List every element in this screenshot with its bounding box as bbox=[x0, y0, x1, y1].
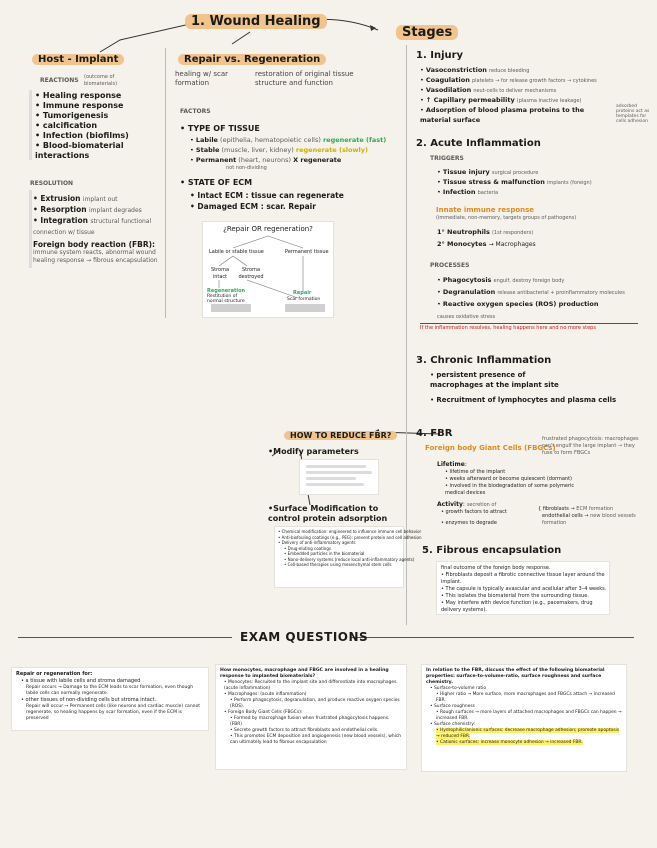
processes-label: PROCESSES bbox=[430, 262, 470, 269]
innate-title: Innate immune response bbox=[436, 206, 535, 214]
list-item: • Integration structural functional connection w/ tissue bbox=[33, 216, 152, 236]
list-item: • Vasodilation neut-cells to deliver mechanisms bbox=[420, 86, 557, 94]
list-item: • Blood-biomaterial interactions bbox=[35, 141, 124, 160]
repair-definition: healing w/ scar formation bbox=[175, 70, 228, 87]
list-item: • Degranulation release antibacterial + proinflammatory molecules bbox=[437, 288, 625, 296]
list-item: 2° Monocytes → Macrophages bbox=[437, 240, 536, 248]
list-item: • involved in the biodegradation of some polymeric medical devices bbox=[445, 483, 575, 496]
list-item: • Delivery of anti-inflammatory agents bbox=[278, 540, 356, 545]
list-item: • Coagulation platelets → for release growth factors → cytokines bbox=[420, 76, 597, 84]
lifetime-block: Lifetime: • lifetime of the implant • weeks afterward or become quiescent (dormant) • involved in the biodegradation of some polymeric medical devices bbox=[437, 461, 575, 496]
list-item: • Reactive oxygen species (ROS) production causes oxidative stress bbox=[437, 300, 599, 320]
surface-modification: •Surface Modification to control protein adsorption bbox=[268, 504, 388, 523]
list-item: • This isolates the biomaterial from the surrounding tissue. bbox=[441, 593, 589, 599]
stage-fibrous-title: 5. Fibrous encapsulation bbox=[422, 545, 562, 556]
diagram-label-repair-sub: Scar formation bbox=[287, 297, 321, 302]
list-item: • Intact ECM : tissue can regenerate bbox=[190, 191, 344, 200]
list-item: • Stable (muscle, liver, kidney) regenerate (slowly) bbox=[190, 146, 368, 154]
injury-list bbox=[420, 65, 605, 125]
tissue-type-label: • TYPE OF TISSUE bbox=[180, 124, 260, 133]
reactions-note: (outcome of biomaterials) bbox=[84, 74, 118, 87]
fbr-definition: Foreign body reaction (FBR): immune system reacts, abnormal wound healing response → fibrous encapsulation bbox=[33, 240, 158, 264]
list-item: • Damaged ECM : scar. Repair bbox=[190, 202, 316, 211]
diagram-label-permanent: Permanent tissue bbox=[285, 249, 329, 255]
fibrous-card: final outcome of the foreign body response. • Fibroblasts deposit a fibrotic connective tissue layer around the implant. • The capsule is typically avascular and acellular after 3–4 weeks. • This isolates the biomaterial from the surrounding tissue. • May interfere with device function (e.g., pacemakers, drug delivery systems). bbox=[437, 562, 609, 614]
exam-question-3: In relation to the FBR, discuss the effect of the following biomaterial properties: surface-to-volume-ratio, surface roughness and surface chemistry. • Surface-to-volume ratio • Higher ratio → More surface, more macrophages and FBGCs attach → increased FBR. • Surface roughness • Rough surfaces → more layers of attached macrophages and FBGCs can happen → increased FBR. • Surface chemistry: • Hydrophilic/anionic surfaces: decrease macrophage adhesion; promote apoptosis → reduced FBR. • Cationic surfaces: increase monocyte adhesion → increased FBR. bbox=[422, 665, 626, 771]
stage-injury-title: 1. Injury bbox=[416, 50, 464, 61]
list-item: • Adsorption of blood plasma proteins to the material surface bbox=[420, 106, 585, 124]
stage-fbr-title: 4. FBR bbox=[416, 428, 453, 439]
list-item: • The capsule is typically avascular and acellular after 3–4 weeks. bbox=[441, 586, 607, 592]
list-item: • Resorption implant degrades bbox=[33, 205, 142, 214]
page-title: 1. Wound Healing bbox=[185, 14, 327, 29]
list-item: • weeks afterward or become quiescent (dormant) bbox=[445, 476, 573, 482]
list-item: • Embedded particles in the biomaterial bbox=[284, 551, 365, 556]
exam-rule-right bbox=[350, 637, 634, 638]
activity-block: Activity: secretion of • growth factors to attract • enzymes to degrade bbox=[437, 501, 507, 526]
list-item: • Drug-eluting coatings bbox=[284, 545, 331, 551]
exam-question-2: How monocytes, macrophage and FBGC are involved in a healing response to implanted biomaterials? • Monocytes: Recruited to the implant site and differentiate into macrophages. (acute inflammation) • Macrophages: (acute inflammation) • Perform phagocytosis, degranulation, and produce reactive oxygen species (ROS). • Foreign Body Giant Cells (FBGCs): • Formed by macrophage fusion when frustrated phagocytosis happens. (FBR) • Secrete growth factors to attract fibroblasts and endothelial cells. • This promotes ECM deposition and angiogenesis (new blood vessels), which can ultimately lead to fibrous encapsulation bbox=[216, 665, 406, 769]
exam-rule-left bbox=[18, 637, 232, 638]
list-item: • ↑ Capillary permeability (plasma inactive leakage) bbox=[420, 96, 582, 104]
list-item: • lifetime of the implant bbox=[445, 469, 506, 475]
injury-adsorption-note: adsorbed proteins act as templates for cells adhesion bbox=[616, 104, 650, 124]
parameters-card bbox=[300, 460, 378, 494]
reactions-label: REACTIONS bbox=[40, 77, 79, 84]
list-item: • growth factors to attract bbox=[441, 509, 507, 515]
diagram-label-destroyed: Stroma destroyed bbox=[238, 267, 264, 280]
innate-note: (immediate, non-memory, targets groups of pathogens) bbox=[436, 215, 577, 221]
diagram-label-labile: Labile or stable tissue bbox=[209, 249, 264, 255]
list-item: • Nano-delivery systems (reduce local anti-inflammatory agents) bbox=[284, 556, 415, 562]
tissue-type-list: • Labile (epithelia, hematopoietic cells) regenerate (fast) • Stable (muscle, liver, kidney) regenerate (slowly) • Permanent (heart, neurons) X regenerate not non-dividing bbox=[190, 136, 387, 171]
triggers-list bbox=[437, 167, 592, 197]
list-item: • Cell-based therapies using mesenchymal stem cells bbox=[284, 562, 392, 567]
list-item: • Fibroblasts deposit a fibrotic connective tissue layer around the implant. bbox=[441, 572, 605, 585]
list-item: 1° Neutrophils (1st responders) bbox=[437, 228, 534, 236]
acute-warning: If the inflammation resolves, healing happens here and no more steps bbox=[420, 323, 638, 332]
column-divider bbox=[165, 48, 166, 318]
list-item: • Extrusion implant out bbox=[33, 194, 118, 203]
list-item: • Tumorigenesis bbox=[35, 111, 109, 120]
list-item: • May interfere with device function (e.g., pacemakers, drug delivery systems). bbox=[441, 600, 593, 613]
chronic-list bbox=[430, 370, 630, 405]
ecm-list bbox=[190, 190, 344, 212]
list-item: • Infection bacteria bbox=[437, 188, 499, 196]
list-item: • Vasoconstriction reduce bleeding bbox=[420, 66, 530, 74]
diagram-label-regeneration: Regeneration bbox=[207, 288, 246, 294]
list-item: • Anti-biofouling coatings (e.g., PEG): prevent protein and cell adhesion bbox=[278, 534, 422, 540]
diagram-label-repair: Repair bbox=[293, 290, 312, 296]
repair-title: Repair vs. Regeneration bbox=[178, 54, 326, 65]
resolution-list bbox=[33, 193, 153, 237]
list-item: • Chemical modification: engineered to influence immune cell behavior bbox=[278, 529, 422, 534]
list-item: • Tissue stress & malfunction implants (foreign) bbox=[437, 178, 592, 186]
surface-card bbox=[275, 527, 422, 587]
regeneration-definition: restoration of original tissue structure and function bbox=[255, 70, 354, 87]
fbgc-title: Foreign body Giant Cells (FBGCs) bbox=[425, 444, 556, 452]
fbgc-note: frustrated phagocytosis: macrophages can't engulf the large implant → they fuse to form FBGCs bbox=[542, 436, 639, 456]
list-item: • enzymes to degrade bbox=[441, 520, 497, 526]
list-item: • Permanent (heart, neurons) X regenerate bbox=[190, 156, 342, 164]
reduce-fbr-title: HOW TO REDUCE FBR? bbox=[284, 431, 397, 440]
list-item: • Healing response bbox=[35, 91, 122, 100]
list-item: • Tissue injury surgical procedure bbox=[437, 168, 539, 176]
triggers-label: TRIGGERS bbox=[430, 155, 464, 162]
processes-list bbox=[437, 274, 655, 322]
list-item: • Immune response bbox=[35, 101, 124, 110]
resolution-bracket bbox=[29, 190, 32, 268]
modify-parameters: •Modify parameters bbox=[268, 447, 359, 456]
innate-list bbox=[437, 226, 536, 250]
factors-label: FACTORS bbox=[180, 108, 211, 115]
diagram-label-intact: Stroma intact bbox=[210, 267, 230, 280]
resolution-label: RESOLUTION bbox=[30, 180, 74, 187]
list-item: • Labile (epithelia, hematopoietic cells) regenerate (fast) bbox=[190, 136, 387, 144]
list-item: • Infection (biofilms) bbox=[35, 131, 129, 140]
fbr-targets: { fibroblasts → ECM formation endothelial cells → new blood vessels formation bbox=[538, 506, 636, 526]
host-implant-title: Host - Implant bbox=[32, 54, 124, 65]
stages-label: Stages bbox=[396, 25, 458, 40]
list-item: • Phagocytosis engulf, destroy foreign body bbox=[437, 276, 565, 284]
stage-acute-title: 2. Acute Inflammation bbox=[416, 138, 541, 149]
diagram-label-regeneration-sub: Restitution of normal structure bbox=[207, 294, 245, 304]
reactions-list bbox=[35, 91, 135, 161]
exam-title: EXAM QUESTIONS bbox=[240, 630, 369, 644]
exam-question-1: Repair or regeneration for: • a tissue with labile cells and stroma damaged Repair occurs → Damage to the ECM leads to scar formation, even though labile cells can normally regenerate. • other tissues of non-dividing cells but stroma intact. Repair will occur → Permanent cells (like neurons and cardiac muscle) cannot regenerate, so healing happens by scar formation, even if the ECM is preserved bbox=[12, 668, 208, 730]
repair-regeneration-diagram: ¿Repair OR regeneration? Labile or stable tissue Permanent tissue Stroma intact Stroma destroyed Regeneration Restitution of normal structure Repair Scar formation bbox=[203, 222, 333, 317]
reactions-bracket bbox=[29, 90, 32, 160]
list-item: • calcification bbox=[35, 121, 98, 130]
stage-chronic-title: 3. Chronic Inflammation bbox=[416, 355, 552, 366]
list-item: • persistent presence of macrophages at the implant site bbox=[430, 371, 559, 389]
ecm-label: • STATE OF ECM bbox=[180, 178, 253, 187]
list-item: • Recruitment of lymphocytes and plasma cells bbox=[430, 396, 617, 404]
